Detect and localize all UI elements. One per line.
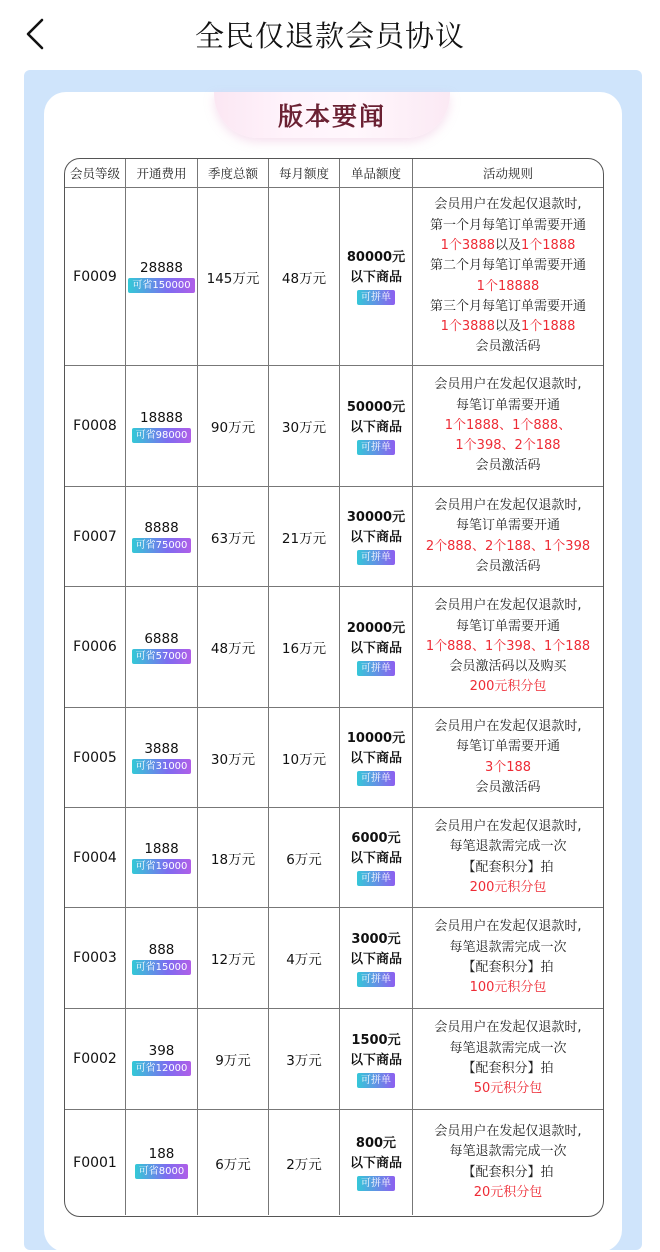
fee-cell — [126, 808, 198, 908]
rule-line — [445, 416, 571, 436]
fee-value: 18888 — [140, 409, 183, 426]
nav-bar — [0, 0, 660, 66]
rule-line — [475, 456, 540, 476]
quarter-cell: 6万元 — [198, 1110, 269, 1215]
rule-line — [434, 1122, 581, 1142]
save-badge: 可省75000 — [132, 538, 192, 553]
month-cell: 2万元 — [269, 1110, 340, 1215]
level-cell: F0009 — [65, 188, 126, 366]
fee-value: 3888 — [144, 741, 179, 757]
rule-line — [430, 256, 586, 276]
rule-line — [470, 978, 547, 998]
single-limit: 6000元 — [351, 831, 401, 846]
quarter-cell: 145万元 — [198, 188, 269, 366]
single-limit-suffix: 以下商品 — [349, 751, 402, 766]
single-limit-suffix: 以下商品 — [349, 640, 402, 656]
single-limit: 50000元 — [346, 399, 406, 415]
fee-cell — [126, 708, 198, 808]
rule-line — [462, 858, 553, 878]
rule-text: 每笔退款需完成一次 — [449, 939, 567, 955]
rule-text: 会员激活码 — [475, 558, 541, 574]
fee-value: 8888 — [144, 520, 179, 536]
rule-text: 每笔订单需要开通 — [455, 397, 560, 413]
rules-cell — [413, 1009, 603, 1110]
rule-text: 每笔订单需要开通 — [455, 618, 560, 634]
fee-cell — [126, 587, 198, 708]
rule-highlight: 100元积分包 — [469, 980, 547, 996]
rule-text: 每笔退款需完成一次 — [449, 839, 567, 855]
rule-highlight: 200元积分包 — [469, 679, 547, 695]
single-cell — [340, 908, 413, 1009]
single-cell — [340, 188, 413, 366]
rule-line — [455, 436, 560, 456]
rule-text: 会员用户在发起仅退款时, — [434, 718, 582, 734]
rule-line — [449, 837, 566, 857]
rule-text: 【配套积分】拍 — [462, 859, 554, 875]
rule-text: 会员用户在发起仅退款时, — [434, 1020, 582, 1036]
level-cell: F0008 — [65, 366, 126, 487]
rule-line — [441, 236, 576, 256]
fee-value: 188 — [148, 1146, 175, 1162]
rule-line — [470, 878, 547, 898]
single-limit: 80000元 — [346, 250, 406, 265]
month-cell: 4万元 — [269, 908, 340, 1009]
rule-line — [456, 516, 560, 536]
single-limit: 3000元 — [351, 931, 401, 947]
month-cell: 16万元 — [269, 587, 340, 708]
group-buy-badge: 可拼单 — [357, 290, 395, 305]
single-cell — [340, 708, 413, 808]
rule-line — [434, 375, 581, 395]
rule-line — [449, 657, 566, 677]
fee-cell — [126, 1009, 198, 1110]
fee-cell — [126, 366, 198, 487]
fee-value: 398 — [148, 1042, 175, 1059]
rule-line — [485, 758, 531, 778]
rule-highlight: 1个1888、1个888、 — [444, 417, 572, 433]
fee-value: 888 — [148, 941, 175, 958]
rule-line — [474, 1183, 543, 1203]
header-cell: 单品额度 — [340, 159, 413, 188]
header-cell: 会员等级 — [65, 159, 126, 188]
rule-text: 会员用户在发起仅退款时, — [434, 1123, 582, 1139]
header-cell: 季度总额 — [198, 159, 269, 188]
rules-cell — [413, 587, 603, 708]
save-badge: 可省57000 — [132, 649, 192, 664]
quarter-cell: 18万元 — [198, 808, 269, 908]
group-buy-badge: 可拼单 — [357, 1073, 395, 1088]
rule-line — [434, 817, 581, 837]
group-buy-badge: 可拼单 — [357, 871, 395, 886]
level-cell: F0003 — [65, 908, 126, 1009]
rule-line — [434, 717, 581, 737]
rule-line — [474, 1079, 543, 1099]
section-title: 版本要闻 — [277, 102, 386, 131]
level-cell: F0002 — [65, 1009, 126, 1110]
month-cell: 6万元 — [269, 808, 340, 908]
group-buy-badge: 可拼单 — [357, 771, 395, 786]
level-cell: F0006 — [65, 587, 126, 708]
save-badge: 可省31000 — [132, 759, 192, 774]
rule-text: 会员用户在发起仅退款时, — [434, 818, 582, 834]
save-badge: 可省19000 — [132, 859, 192, 874]
rule-highlight: 1个3888 — [440, 319, 495, 335]
rule-line — [434, 1018, 581, 1038]
rule-highlight: 1个18888 — [476, 278, 540, 294]
single-cell — [340, 1009, 413, 1110]
rule-line — [462, 1059, 553, 1079]
rule-line — [434, 596, 581, 616]
rule-line — [477, 277, 540, 297]
month-cell: 3万元 — [269, 1009, 340, 1110]
rules-cell — [413, 1110, 603, 1215]
rule-text: 每笔订单需要开通 — [455, 739, 560, 755]
save-badge: 可省98000 — [132, 428, 192, 443]
header-cell: 活动规则 — [413, 159, 603, 188]
rule-line — [475, 557, 540, 577]
rules-cell — [413, 908, 603, 1009]
single-cell — [340, 587, 413, 708]
rule-line — [449, 1142, 566, 1162]
fee-value: 28888 — [140, 260, 183, 276]
rule-text: 【配套积分】拍 — [462, 960, 554, 975]
rule-highlight: 1个3888 — [440, 237, 495, 253]
month-cell: 10万元 — [269, 708, 340, 808]
rule-text: 会员激活码 — [475, 339, 541, 355]
month-cell: 48万元 — [269, 188, 340, 366]
rules-cell — [413, 708, 603, 808]
rule-line — [441, 317, 576, 337]
single-limit: 30000元 — [346, 510, 406, 525]
level-cell: F0005 — [65, 708, 126, 808]
rule-line — [426, 537, 590, 557]
group-buy-badge: 可拼单 — [357, 1176, 395, 1191]
month-cell: 21万元 — [269, 487, 340, 587]
quarter-cell: 9万元 — [198, 1009, 269, 1110]
header-cell: 每月额度 — [269, 159, 340, 188]
fee-value: 6888 — [144, 630, 179, 647]
single-limit: 10000元 — [346, 731, 406, 746]
rule-highlight: 2个888、2个188、1个398 — [425, 538, 591, 554]
rule-line — [475, 337, 540, 357]
save-badge: 可省15000 — [132, 960, 192, 975]
level-cell: F0007 — [65, 487, 126, 587]
rule-text: 【配套积分】拍 — [462, 1061, 554, 1076]
single-cell — [340, 1110, 413, 1215]
rule-line — [430, 216, 586, 236]
rule-highlight: 1个1888 — [521, 319, 576, 335]
save-badge: 可省8000 — [135, 1164, 188, 1179]
rule-text: 以及 — [494, 237, 521, 253]
rules-cell — [413, 487, 603, 587]
rule-line — [462, 1163, 553, 1183]
single-cell — [340, 487, 413, 587]
rule-highlight: 3个188 — [484, 759, 532, 775]
rule-text: 【配套积分】拍 — [462, 1164, 554, 1180]
rule-line — [456, 737, 560, 757]
group-buy-badge: 可拼单 — [357, 972, 395, 987]
rule-line — [462, 958, 553, 978]
single-limit-suffix: 以下商品 — [349, 951, 402, 967]
rule-text: 会员用户在发起仅退款时, — [434, 919, 582, 935]
rule-highlight: 50元积分包 — [473, 1081, 543, 1097]
rule-highlight: 1个1888 — [521, 237, 576, 253]
rule-text: 会员激活码 — [475, 458, 541, 474]
quarter-cell: 30万元 — [198, 708, 269, 808]
rule-line — [449, 1039, 566, 1059]
rules-cell — [413, 808, 603, 908]
rule-text: 每笔退款需完成一次 — [449, 1144, 567, 1160]
rules-cell — [413, 366, 603, 487]
rule-text: 会员激活码 — [475, 779, 541, 795]
rule-highlight: 20元积分包 — [473, 1184, 543, 1200]
quarter-cell: 90万元 — [198, 366, 269, 487]
header-cell: 开通费用 — [126, 159, 198, 188]
rule-text: 以及 — [494, 319, 521, 335]
rule-text: 会员用户在发起仅退款时, — [434, 377, 582, 393]
single-limit-suffix: 以下商品 — [349, 1156, 402, 1171]
level-cell: F0004 — [65, 808, 126, 908]
group-buy-badge: 可拼单 — [357, 440, 395, 455]
rule-line — [434, 917, 581, 937]
rule-line — [456, 617, 560, 637]
single-limit-suffix: 以下商品 — [349, 1052, 402, 1068]
rule-line — [449, 938, 566, 958]
rule-highlight: 1个398、2个188 — [455, 438, 561, 454]
rule-line — [470, 677, 547, 697]
single-limit-suffix: 以下商品 — [349, 851, 402, 866]
group-buy-badge: 可拼单 — [357, 550, 395, 565]
content-background — [24, 70, 642, 1250]
save-badge: 可省12000 — [132, 1061, 192, 1076]
month-cell: 30万元 — [269, 366, 340, 487]
quarter-cell: 48万元 — [198, 587, 269, 708]
single-limit: 800元 — [355, 1136, 397, 1151]
section-header — [214, 92, 450, 138]
rule-highlight: 1个888、1个398、1个188 — [425, 638, 591, 654]
single-limit: 1500元 — [351, 1032, 401, 1048]
single-limit-suffix: 以下商品 — [349, 270, 402, 285]
rule-text: 会员用户在发起仅退款时, — [434, 497, 582, 513]
fee-cell — [126, 188, 198, 366]
rule-text: 会员用户在发起仅退款时, — [434, 197, 582, 213]
quarter-cell: 63万元 — [198, 487, 269, 587]
membership-table — [64, 158, 604, 1217]
fee-cell — [126, 908, 198, 1009]
single-cell — [340, 366, 413, 487]
rule-text: 会员用户在发起仅退款时, — [434, 598, 582, 614]
level-cell: F0001 — [65, 1110, 126, 1215]
info-card — [44, 92, 622, 1252]
rule-text: 每笔订单需要开通 — [455, 518, 560, 534]
rule-highlight: 200元积分包 — [469, 879, 547, 895]
fee-cell — [126, 1110, 198, 1215]
rule-text: 第二个月每笔订单需要开通 — [429, 258, 586, 274]
rules-cell — [413, 188, 603, 366]
single-cell — [340, 808, 413, 908]
rule-text: 第三个月每笔订单需要开通 — [429, 298, 586, 314]
save-badge: 可省150000 — [128, 278, 194, 293]
rule-line — [475, 778, 540, 798]
quarter-cell: 12万元 — [198, 908, 269, 1009]
single-limit-suffix: 以下商品 — [349, 419, 402, 435]
page-title: 全民仅退款会员协议 — [194, 19, 465, 53]
rule-text: 第一个月每笔订单需要开通 — [429, 217, 586, 233]
rule-line — [434, 195, 581, 215]
rule-line — [456, 396, 560, 416]
rule-line — [430, 297, 586, 317]
fee-value: 1888 — [144, 841, 179, 857]
single-limit: 20000元 — [346, 620, 406, 636]
rule-text: 每笔退款需完成一次 — [449, 1040, 567, 1056]
rule-text: 会员激活码以及购买 — [449, 659, 567, 675]
fee-cell — [126, 487, 198, 587]
rule-line — [426, 637, 590, 657]
group-buy-badge: 可拼单 — [357, 661, 395, 676]
rule-line — [434, 496, 581, 516]
single-limit-suffix: 以下商品 — [349, 530, 402, 545]
